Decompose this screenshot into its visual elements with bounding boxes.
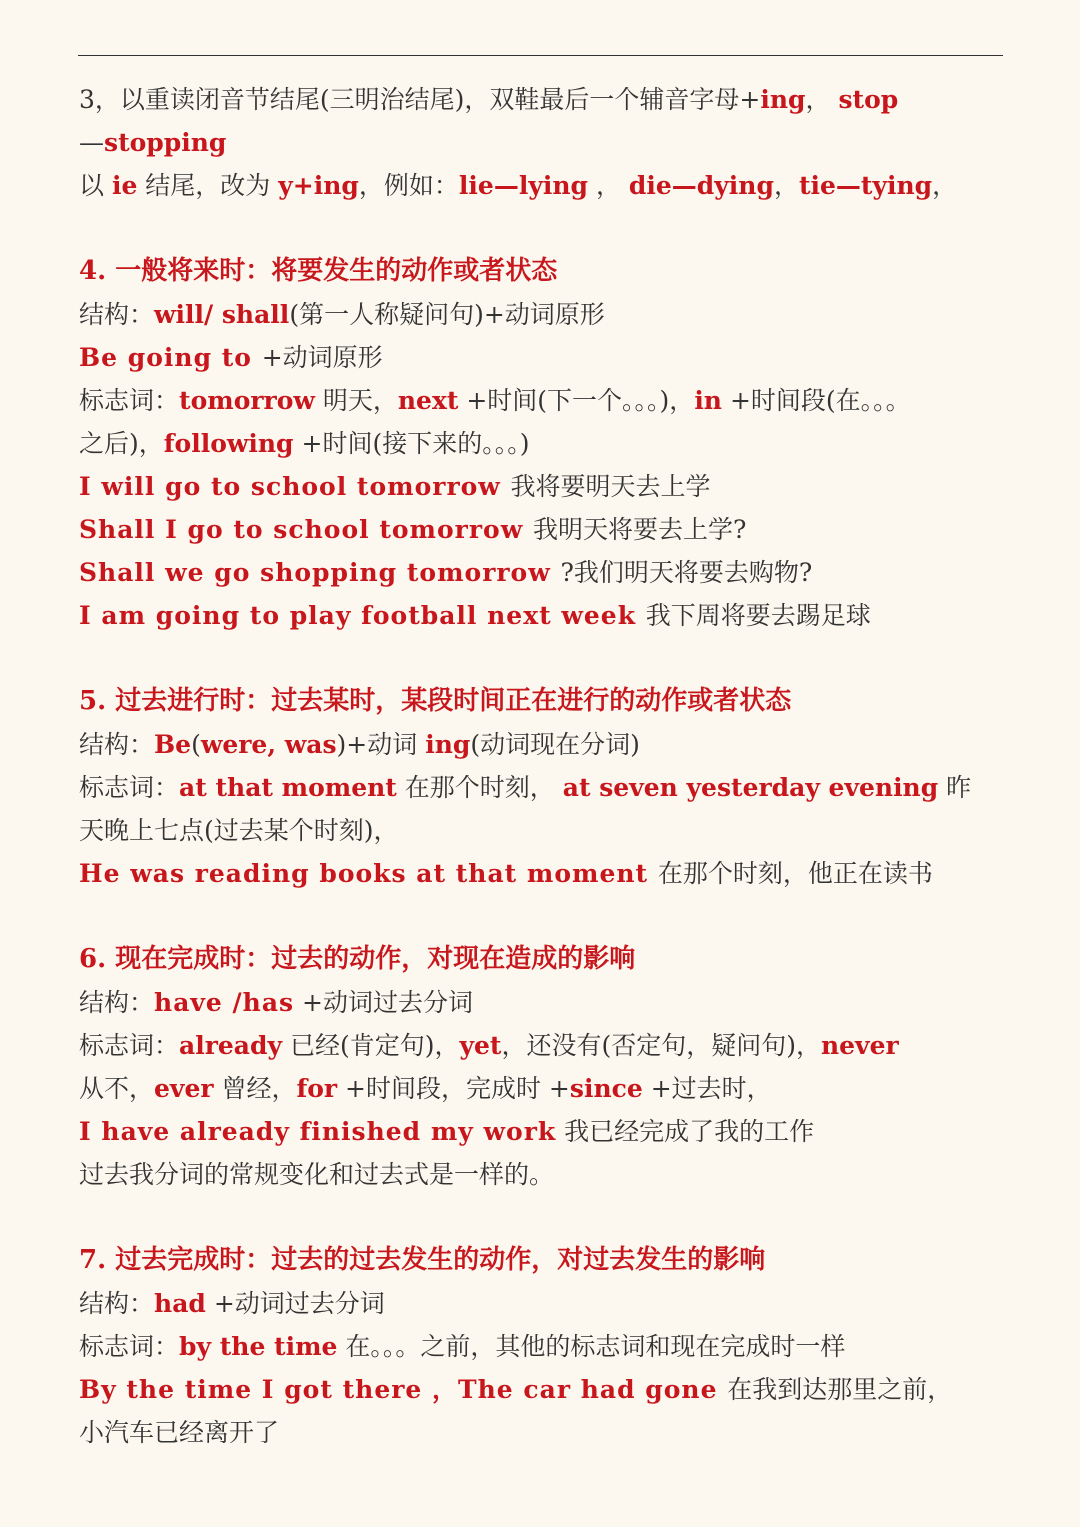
section-6-heading: 6. 现在完成时：过去的动作，对现在造成的影响 xyxy=(79,944,636,974)
section-4-signal-2: 之后)，following +时间(接下来的。。。) xyxy=(79,429,530,458)
section-7-structure: 结构：had +动词过去分词 xyxy=(79,1289,385,1318)
section-7-example-1: By the time I got there ，The car had gone 在我到达那里之前， xyxy=(79,1375,953,1404)
section-4-example-2: Shall I go to school tomorrow 我明天将要去上学? xyxy=(79,515,747,544)
section-7-signal-1: 标志词：by the time 在。。。之前，其他的标志词和现在完成时一样 xyxy=(79,1332,846,1361)
section-4-structure: 结构：will/ shall(第一人称疑问句)+动词原形 xyxy=(79,300,605,329)
section-4-structure-2: Be going to +动词原形 xyxy=(79,343,383,372)
section-4-example-4: I am going to play football next week 我下周将要去踢足球 xyxy=(79,601,871,630)
top-divider xyxy=(78,55,1003,56)
section-6-structure: 结构：have /has +动词过去分词 xyxy=(79,988,474,1017)
section-4-signal-1: 标志词：tomorrow 明天，next +时间(下一个。。。)，in +时间段(在。。。 xyxy=(79,386,911,415)
rule-3-line-2: —stopping xyxy=(79,128,227,157)
section-4-heading: 4. 一般将来时：将要发生的动作或者状态 xyxy=(79,256,558,286)
section-6-example-1: I have already finished my work 我已经完成了我的工作 xyxy=(79,1117,815,1146)
rule-3-line-1: 3，以重读闭音节结尾(三明治结尾)，双鞋最后一个辅音字母+ing， stop xyxy=(79,85,899,114)
section-4-example-1: I will go to school tomorrow 我将要明天去上学 xyxy=(79,472,711,501)
section-5-heading: 5. 过去进行时：过去某时，某段时间正在进行的动作或者状态 xyxy=(79,686,792,716)
rule-ie-line: 以 ie 结尾，改为 y+ing，例如：lie—lying ， die—dying，tie—tying， xyxy=(79,171,958,200)
grammar-notes xyxy=(79,78,1003,1454)
section-6-signal-2: 从不，ever 曾经，for +时间段，完成时 +since +过去时， xyxy=(79,1074,772,1103)
section-5-structure: 结构：Be(were, was)+动词 ing(动词现在分词) xyxy=(79,730,640,759)
section-7-example-1-cont: 小汽车已经离开了 xyxy=(79,1418,280,1447)
section-5-signal-2: 天晚上七点(过去某个时刻)， xyxy=(79,816,399,845)
section-6-note: 过去我分词的常规变化和过去式是一样的。 xyxy=(79,1160,555,1189)
section-5-signal-1: 标志词：at that moment 在那个时刻， at seven yesterday evening 昨 xyxy=(79,773,972,802)
section-6-signal-1: 标志词：already 已经(肯定句)，yet，还没有(否定句，疑问句)，never xyxy=(79,1031,899,1060)
section-7-heading: 7. 过去完成时：过去的过去发生的动作，对过去发生的影响 xyxy=(79,1245,766,1275)
section-4-example-3: Shall we go shopping tomorrow ?我们明天将要去购物? xyxy=(79,558,813,587)
section-5-example-1: He was reading books at that moment 在那个时刻，他正在读书 xyxy=(79,859,933,888)
